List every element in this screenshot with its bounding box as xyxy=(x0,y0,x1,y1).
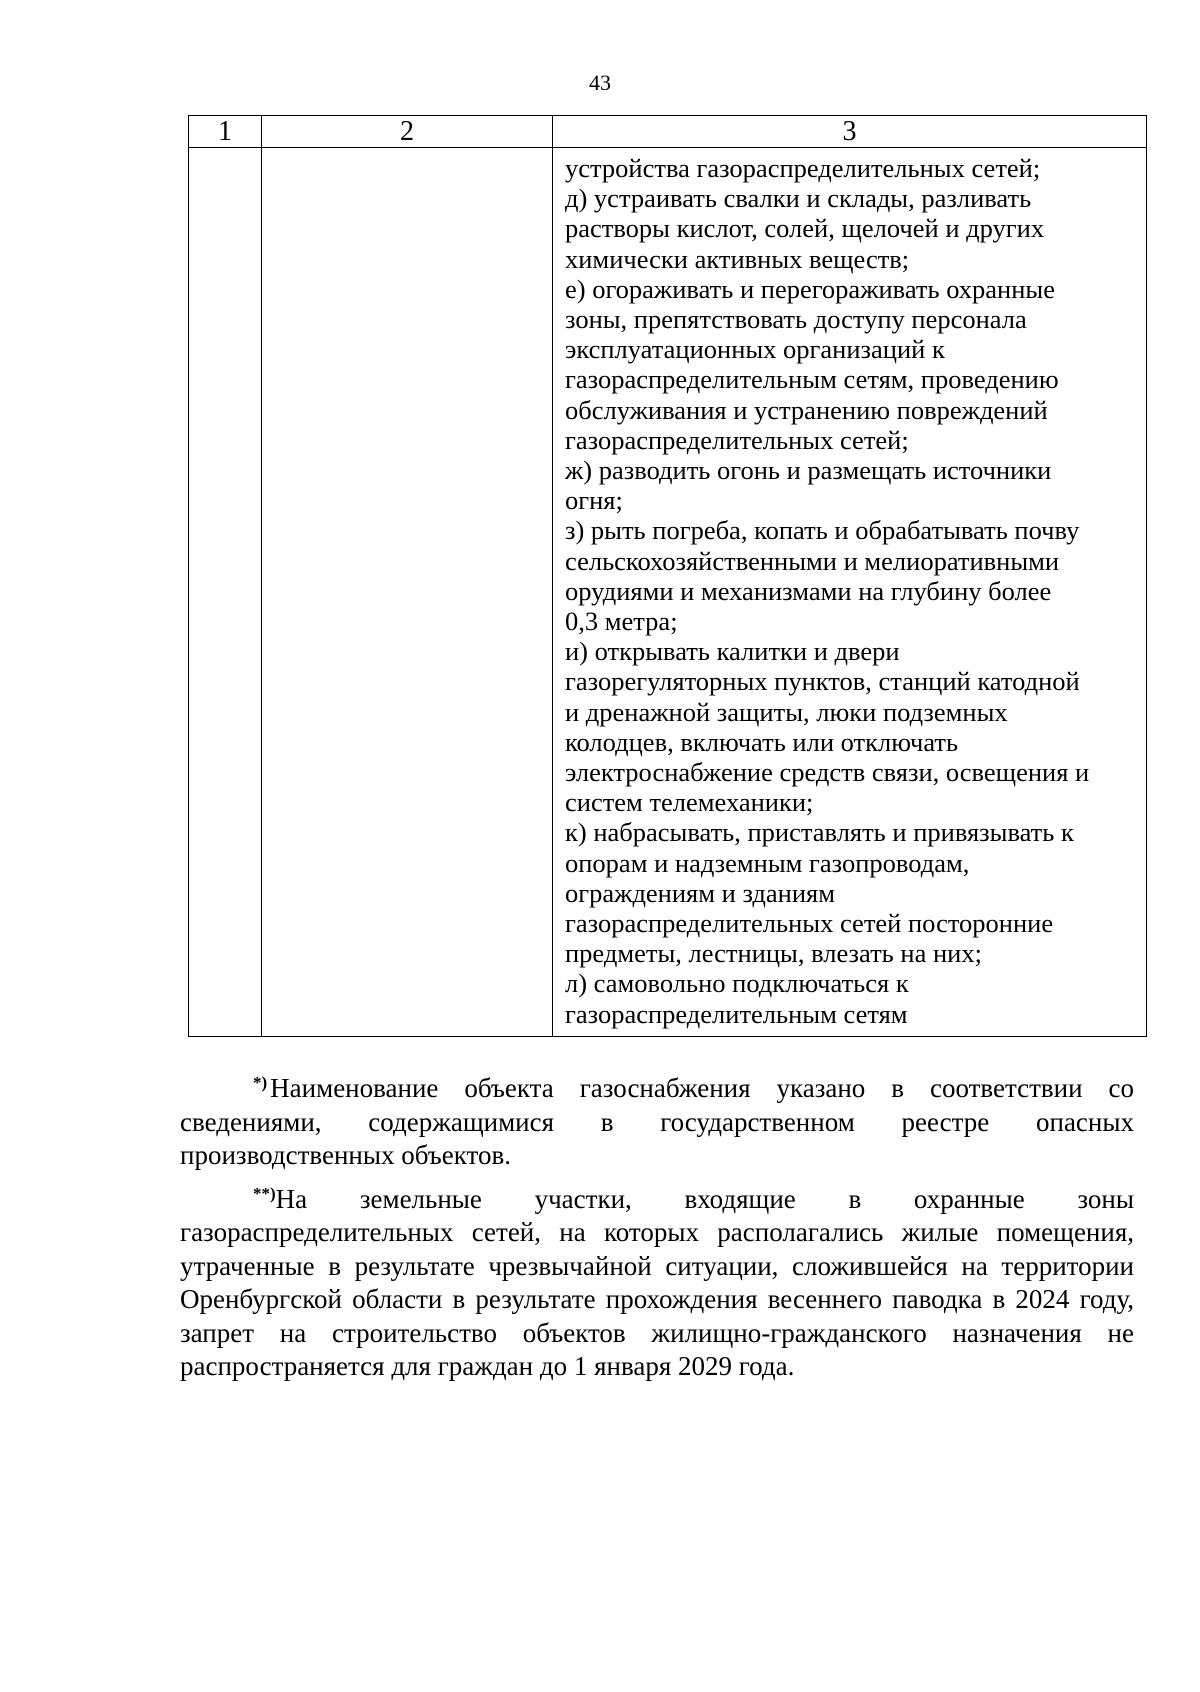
column-header-3: 3 xyxy=(553,116,1147,148)
cell-line: ограждениям и зданиям xyxy=(565,877,835,908)
cell-line: обслуживания и устранению повреждений xyxy=(565,394,1048,425)
footnotes xyxy=(180,1066,1134,1384)
table-cell-col-2 xyxy=(262,148,553,1037)
cell-3-text xyxy=(553,148,1146,1029)
table-cell-col-3 xyxy=(553,148,1147,1037)
cell-line: сельскохозяйственными и мелиоративными xyxy=(565,545,1060,576)
cell-line: д) устраивать свалки и склады, разливать xyxy=(565,183,1032,214)
cell-line: газораспределительным сетям xyxy=(565,998,908,1029)
column-header-2: 2 xyxy=(262,116,553,148)
cell-line: газораспределительных сетей посторонние xyxy=(565,908,1054,939)
footnote-2 xyxy=(180,1177,1134,1384)
footnote-text-2: На земельные участки, входящие в охранные зоны газораспределительных сетей, на которых располагались жилые помещения, утраченные в результате чрезвычайной ситуации, сложившейся на территории Оренбургской области в результате прохождения весеннего паводка в 2024 году, запрет на строительство объектов жилищно-гражданского назначения не распространяется для граждан до 1 января 2029 года. xyxy=(180,1183,1134,1381)
footnote-1 xyxy=(180,1066,1134,1173)
footnote-text-1: Наименование объекта газоснабжения указано в соответствии со сведениями, содержащимися в государственном реестре опасных производственных объектов. xyxy=(180,1073,1134,1170)
cell-line: орудиями и механизмами на глубину более xyxy=(565,575,1052,606)
cell-line: газораспределительным сетям, проведению xyxy=(565,364,1059,395)
cell-line: л) самовольно подключаться к xyxy=(565,968,909,999)
footnote-mark-2: **) xyxy=(253,1183,276,1203)
restrictions-table xyxy=(188,115,1147,1037)
cell-line: и) открывать калитки и двери xyxy=(565,636,900,667)
cell-line: огня; xyxy=(565,485,623,516)
footnote-mark-1: *) xyxy=(253,1073,268,1092)
cell-line: химически активных веществ; xyxy=(565,243,910,274)
cell-line: зоны, препятствовать доступу персонала xyxy=(565,304,1027,335)
cell-line: 0,3 метра; xyxy=(565,606,678,637)
cell-line: колодцев, включать или отключать xyxy=(565,726,959,757)
cell-line: е) огораживать и перегораживать охранные xyxy=(565,273,1055,304)
cell-line: газораспределительных сетей; xyxy=(565,424,909,455)
cell-line: электроснабжение средств связи, освещения и xyxy=(565,757,1090,788)
cell-line: устройства газораспределительных сетей; xyxy=(565,153,1041,183)
cell-line: предметы, лестницы, влезать на них; xyxy=(565,938,982,969)
table-header-row xyxy=(189,116,1147,148)
cell-line: растворы кислот, солей, щелочей и других xyxy=(565,213,1045,244)
cell-line: з) рыть погреба, копать и обрабатывать почву xyxy=(565,515,1080,546)
cell-line: к) набрасывать, приставлять и привязывать к xyxy=(565,817,1074,848)
cell-line: газорегуляторных пунктов, станций катодной xyxy=(565,666,1080,697)
table-cell-col-1 xyxy=(189,148,262,1037)
column-header-1: 1 xyxy=(189,116,262,148)
page-number: 43 xyxy=(589,70,611,95)
cell-line: систем телемеханики; xyxy=(565,787,814,818)
cell-line: и дренажной защиты, люки подземных xyxy=(565,696,1008,727)
cell-line: эксплуатационных организаций к xyxy=(565,334,945,365)
cell-line: ж) разводить огонь и размещать источники xyxy=(565,455,1052,486)
table-row xyxy=(189,148,1147,1037)
cell-line: опорам и надземным газопроводам, xyxy=(565,847,970,878)
